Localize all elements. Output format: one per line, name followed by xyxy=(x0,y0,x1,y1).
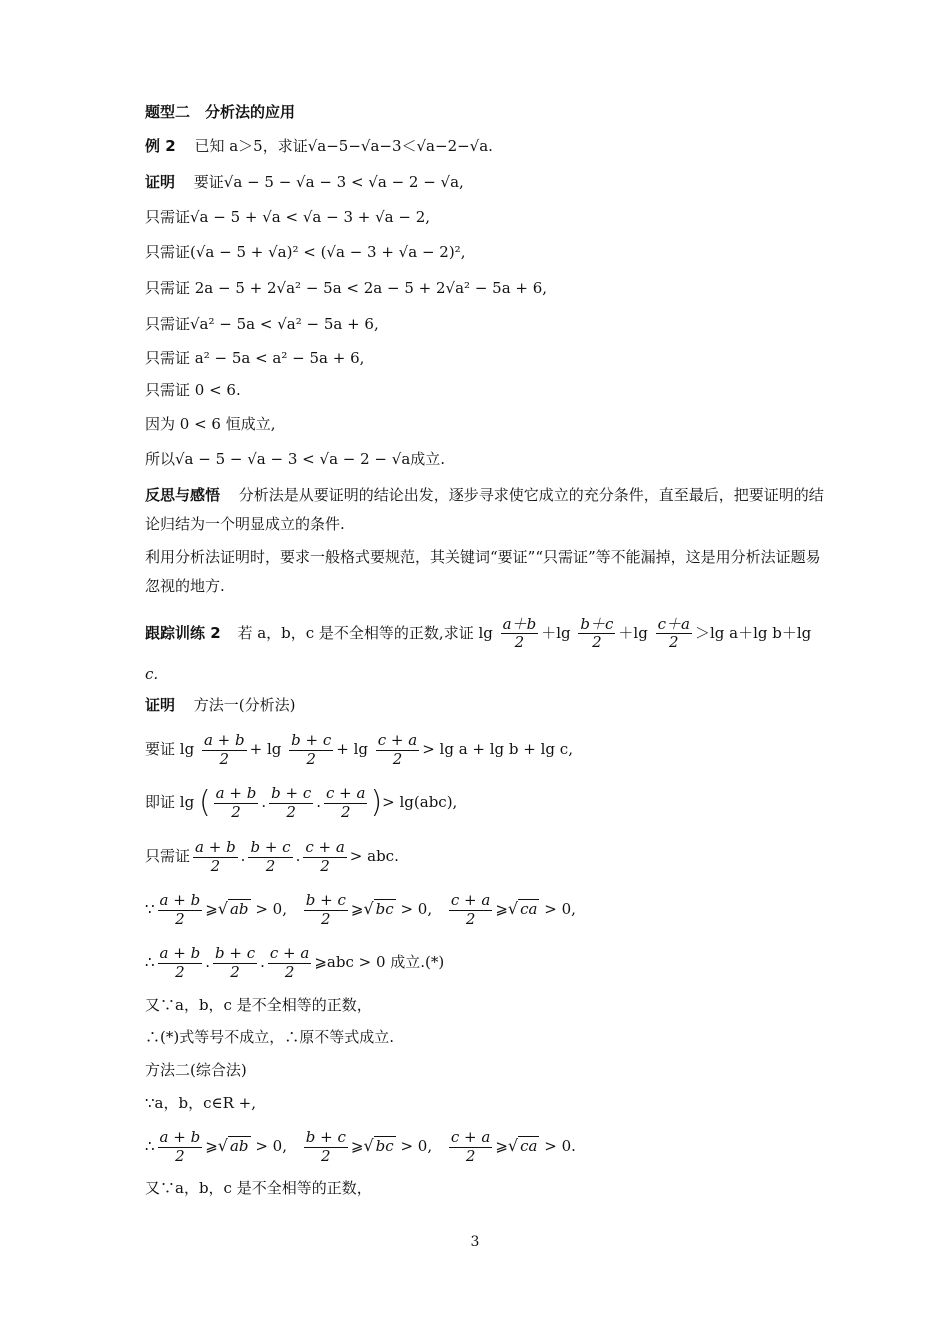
proof2-header xyxy=(145,693,830,717)
again-line: 又∵a，b，c 是不全相等的正数， xyxy=(145,996,372,1014)
page-number: 3 xyxy=(470,1234,480,1250)
fraction: $\frac{b+c}{2}$ xyxy=(580,615,614,652)
example-label: 例 2 xyxy=(145,137,176,155)
therefore-line: ∴ $\frac{a + b}{2}$ . $\frac{b + c}{2}$ . $\frac{c + a}{2}$ ⩾abc > 0 成立.(*) xyxy=(145,944,445,981)
practice-label: 跟踪训练 2 xyxy=(145,623,221,642)
need-line: 只需证 $\frac{a + b}{2}$ . $\frac{b + c}{2}$ . $\frac{c + a}{2}$ > abc. xyxy=(145,838,399,875)
fraction: $\frac{a + b}{2}$ xyxy=(159,1128,201,1165)
fraction: $\frac{c + a}{2}$ xyxy=(305,838,345,875)
fraction: $\frac{a + b}{2}$ xyxy=(195,838,236,875)
practice-tail: c. xyxy=(145,665,159,683)
proof-step: 所以√a − 5 − √a − 3 < √a − 2 − √a成立. xyxy=(145,450,446,468)
ie-line: 即证 lg ( $\frac{a + b}{2}$ . $\frac{b + c}{2}$ . $\frac{c + a}{2}$ )> lg(abc), xyxy=(145,784,458,821)
proof2-label: 证明 xyxy=(145,696,176,714)
sqrt: √ ca xyxy=(507,899,538,918)
cond-line: ∵a，b，c∈R +, xyxy=(145,1094,256,1112)
fraction: $\frac{c+a}{2}$ xyxy=(657,615,690,652)
sqrt: √ bc xyxy=(363,899,394,918)
sqrt: √ ab xyxy=(217,899,249,918)
practice-2: 跟踪训练 2 若 a，b，c 是不全相等的正数,求证 lg $\frac{a+b}{2}$ ＋lg $\frac{b+c}{2}$ ＋lg $\frac{c+a}{2}$ ＞lg a＋lg b＋lg xyxy=(145,615,812,652)
fraction: $\frac{a + b}{2}$ xyxy=(203,731,245,768)
proof-step: 因为 0 < 6 恒成立, xyxy=(145,415,276,433)
fraction: $\frac{c + a}{2}$ xyxy=(377,731,418,768)
method2-label: 方法二(综合法) xyxy=(145,1061,247,1079)
fraction: $\frac{b + c}{2}$ xyxy=(214,944,256,981)
proof-label: 证明 xyxy=(145,173,176,191)
example-text: 已知 a＞5，求证√a−5−√a−3＜√a−2−√a. xyxy=(194,137,493,155)
fraction: $\frac{b + c}{2}$ xyxy=(271,784,312,821)
proof-step: 只需证(√a − 5 + √a)² < (√a − 3 + √a − 2)², xyxy=(145,243,466,261)
sqrt: √ bc xyxy=(363,1136,394,1155)
sqrt: √ ca xyxy=(507,1136,538,1155)
practice-ending: ＞lg a＋lg b＋lg xyxy=(694,623,812,642)
fraction: $\frac{a + b}{2}$ xyxy=(215,784,257,821)
reflection-text: 分析法是从要证明的结论出发，逐步寻求使它成立的充分条件，直至最后，把要证明的结论归结为一个明显成立的条件. xyxy=(145,486,824,533)
sqrt: √ ab xyxy=(217,1136,249,1155)
fraction: $\frac{c + a}{2}$ xyxy=(326,784,366,821)
because-line: ∵ $\frac{a + b}{2}$ ⩾√ ab > 0, $\frac{b + c}{2}$ ⩾√ bc > 0, $\frac{c + a}{2}$ ⩾√ ca > 0, xyxy=(145,891,576,928)
proof-step: 只需证 0 < 6. xyxy=(145,381,241,399)
again-line-2: 又∵a，b，c 是不全相等的正数， xyxy=(145,1179,372,1197)
proof-line-1 xyxy=(145,170,830,194)
want-line: 要证 lg $\frac{a + b}{2}$ + lg $\frac{b + c}{2}$ + lg $\frac{c + a}{2}$ > lg a + lg b + lg c, xyxy=(145,731,573,768)
proof-step: 要证√a − 5 − √a − 3 < √a − 2 − √a, xyxy=(193,173,464,191)
fraction: $\frac{b + c}{2}$ xyxy=(250,838,291,875)
method1-label: 方法一(分析法) xyxy=(193,696,296,714)
fraction: $\frac{c + a}{2}$ xyxy=(269,944,310,981)
reflection-label: 反思与感悟 xyxy=(145,486,221,504)
proof-step: 只需证 a² − 5a < a² − 5a + 6, xyxy=(145,349,365,367)
practice-intro: 若 a，b，c 是不全相等的正数,求证 lg xyxy=(237,623,493,642)
reflection-note: 利用分析法证明时，要求一般格式要规范，其关键词“要证”“只需证”等不能漏掉，这是用分析法证题易忽视的地方. xyxy=(145,548,821,595)
fraction: $\frac{b + c}{2}$ xyxy=(305,891,346,928)
fraction: $\frac{a+b}{2}$ xyxy=(502,615,537,652)
reflection-paragraph xyxy=(145,481,830,539)
section-heading: 题型二 分析法的应用 xyxy=(145,103,296,121)
proof-step: 只需证 2a − 5 + 2√a² − 5a < 2a − 5 + 2√a² − 5a + 6, xyxy=(145,279,548,297)
fraction: $\frac{c + a}{2}$ xyxy=(450,1128,491,1165)
example-2 xyxy=(145,134,830,158)
fraction: $\frac{a + b}{2}$ xyxy=(159,891,201,928)
proof-step: 只需证√a² − 5a < √a² − 5a + 6, xyxy=(145,315,379,333)
fraction: $\frac{b + c}{2}$ xyxy=(291,731,332,768)
fraction: $\frac{b + c}{2}$ xyxy=(305,1128,346,1165)
fraction: $\frac{c + a}{2}$ xyxy=(450,891,491,928)
because-line-2: ∴ $\frac{a + b}{2}$ ⩾√ ab > 0, $\frac{b + c}{2}$ ⩾√ bc > 0, $\frac{c + a}{2}$ ⩾√ ca > 0. xyxy=(145,1128,576,1165)
proof-step: 只需证√a − 5 + √a < √a − 3 + √a − 2, xyxy=(145,208,431,226)
conclude-line: ∴(*)式等号不成立，∴原不等式成立. xyxy=(145,1028,394,1046)
fraction: $\frac{a + b}{2}$ xyxy=(159,944,201,981)
